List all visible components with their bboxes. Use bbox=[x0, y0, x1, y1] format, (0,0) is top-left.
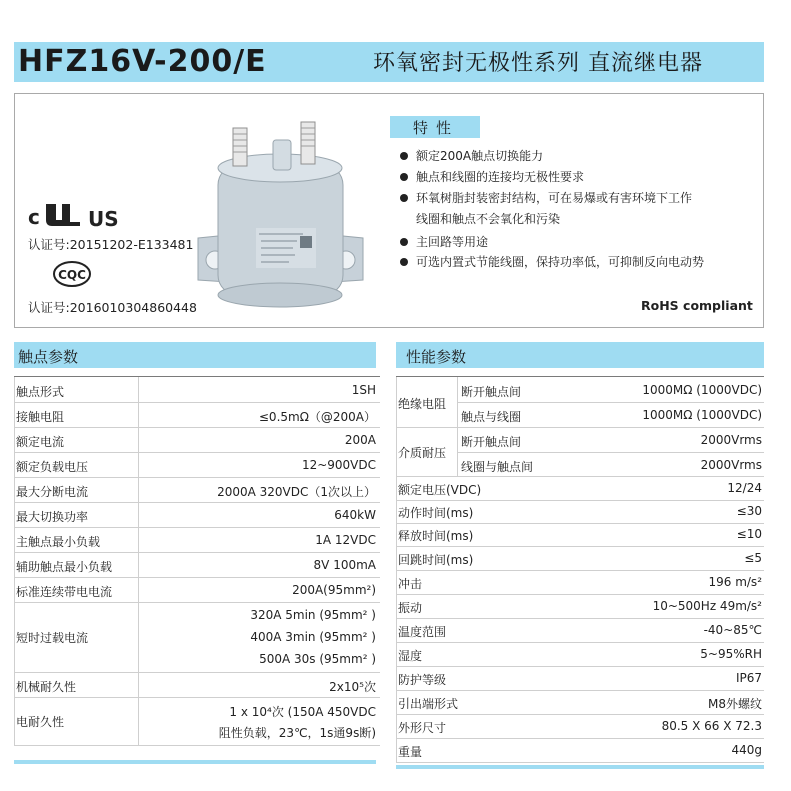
group-column-divider bbox=[457, 377, 458, 477]
svg-text:US: US bbox=[88, 207, 119, 230]
relay-product-image bbox=[193, 110, 368, 310]
insulation-open-contacts-value: 1000MΩ (1000VDC) bbox=[642, 383, 762, 397]
dielectric-coil-contact-value: 2000Vrms bbox=[700, 458, 762, 472]
table-row: 主触点最小负载 1A 12VDC bbox=[14, 527, 380, 553]
table-row: 振动 10~500Hz 49m/s² bbox=[396, 594, 764, 619]
dielectric-open-contacts-value: 2000Vrms bbox=[700, 433, 762, 447]
features-title: 特性 bbox=[413, 119, 460, 137]
performance-params-title: 性能参数 bbox=[406, 348, 467, 366]
table-row: 释放时间(ms) ≤10 bbox=[396, 523, 764, 547]
cqc-cert-number: 认证号:2016010304860448 bbox=[28, 300, 197, 315]
contact-params-title: 触点参数 bbox=[18, 348, 79, 366]
footer-accent-bar bbox=[14, 760, 376, 764]
table-row: 湿度 5~95%RH bbox=[396, 642, 764, 667]
row-divider bbox=[457, 402, 764, 403]
table-left-border bbox=[14, 377, 15, 745]
product-series: 环氧密封无极性系列 直流继电器 bbox=[373, 51, 703, 76]
feature-item: 触点和线圈的连接均无极性要求 bbox=[400, 168, 584, 185]
feature-item-continued: 线圈和触点不会氧化和污染 bbox=[416, 212, 561, 226]
table-row: 标准连续带电电流 200A(95mm²) bbox=[14, 577, 380, 603]
feature-item: 主回路等用途 bbox=[400, 233, 488, 250]
row-divider bbox=[457, 452, 764, 453]
insulation-contact-coil-value: 1000MΩ (1000VDC) bbox=[642, 408, 762, 422]
table-row: 额定电流 200A bbox=[14, 427, 380, 453]
table-row: 冲击 196 m/s² bbox=[396, 570, 764, 595]
footer-accent-bar bbox=[396, 765, 764, 769]
table-row: 温度范围 -40~85℃ bbox=[396, 618, 764, 643]
dielectric-coil-contact-label: 线圈与触点间 bbox=[461, 460, 534, 474]
bullet-icon bbox=[400, 173, 408, 181]
table-row: 额定电压(VDC) 12/24 bbox=[396, 477, 764, 501]
table-row: 最大切换功率 640kW bbox=[14, 502, 380, 528]
table-row: 额定负载电压 12~900VDC bbox=[14, 452, 380, 478]
insulation-group: 绝缘电阻 bbox=[396, 377, 764, 428]
table-row: 机械耐久性 2x10⁵次 bbox=[14, 672, 380, 698]
table-row: 动作时间(ms) ≤30 bbox=[396, 500, 764, 524]
bullet-icon bbox=[400, 258, 408, 266]
table-row: 外形尺寸 80.5 X 66 X 72.3 bbox=[396, 714, 764, 739]
table-row: 回跳时间(ms) ≤5 bbox=[396, 546, 764, 571]
bullet-icon bbox=[400, 238, 408, 246]
ul-certification-mark bbox=[28, 198, 128, 230]
table-row-electrical-life: 电耐久性 1 x 10⁴次 (150A 450VDC 阻性负载，23℃，1s通9s断) bbox=[14, 697, 380, 746]
insulation-contact-coil-label: 触点与线圈 bbox=[461, 410, 522, 424]
table-left-border bbox=[396, 377, 397, 762]
feature-item: 环氧树脂封装密封结构，可在易爆或有害环境下工作 bbox=[400, 189, 692, 206]
cqc-certification-mark bbox=[52, 260, 92, 288]
table-row: 接触电阻 ≤0.5mΩ（@200A） bbox=[14, 402, 380, 428]
cqc-mark-text: CQC bbox=[58, 268, 86, 282]
table-column-divider bbox=[138, 377, 139, 745]
table-row: 引出端形式 M8外螺纹 bbox=[396, 690, 764, 715]
svg-text:c: c bbox=[28, 205, 40, 229]
feature-item: 可选内置式节能线圈，保持功率低，可抑制反向电动势 bbox=[400, 253, 704, 270]
rohs-compliance: RoHS compliant bbox=[641, 298, 753, 313]
bullet-icon bbox=[400, 194, 408, 202]
table-row: 防护等级 IP67 bbox=[396, 666, 764, 691]
ul-cert-number: 认证号:20151202-E133481 bbox=[28, 237, 194, 252]
dielectric-group: 介质耐压 bbox=[396, 428, 764, 477]
table-row: 重量 440g bbox=[396, 738, 764, 763]
table-row-overload: 短时过载电流 320A 5min (95mm² ) 400A 3min (95mm² ) 500A 30s (95mm² ) bbox=[14, 602, 380, 673]
table-row: 辅助触点最小负载 8V 100mA bbox=[14, 552, 380, 578]
table-row: 最大分断电流 2000A 320VDC（1次以上） bbox=[14, 477, 380, 503]
bullet-icon bbox=[400, 152, 408, 160]
dielectric-open-contacts-label: 断开触点间 bbox=[461, 435, 522, 449]
product-model: HFZ16V-200/E bbox=[18, 44, 267, 79]
table-row: 触点形式 1SH bbox=[14, 377, 380, 403]
insulation-open-contacts-label: 断开触点间 bbox=[461, 385, 522, 399]
feature-item: 额定200A触点切换能力 bbox=[400, 147, 543, 164]
